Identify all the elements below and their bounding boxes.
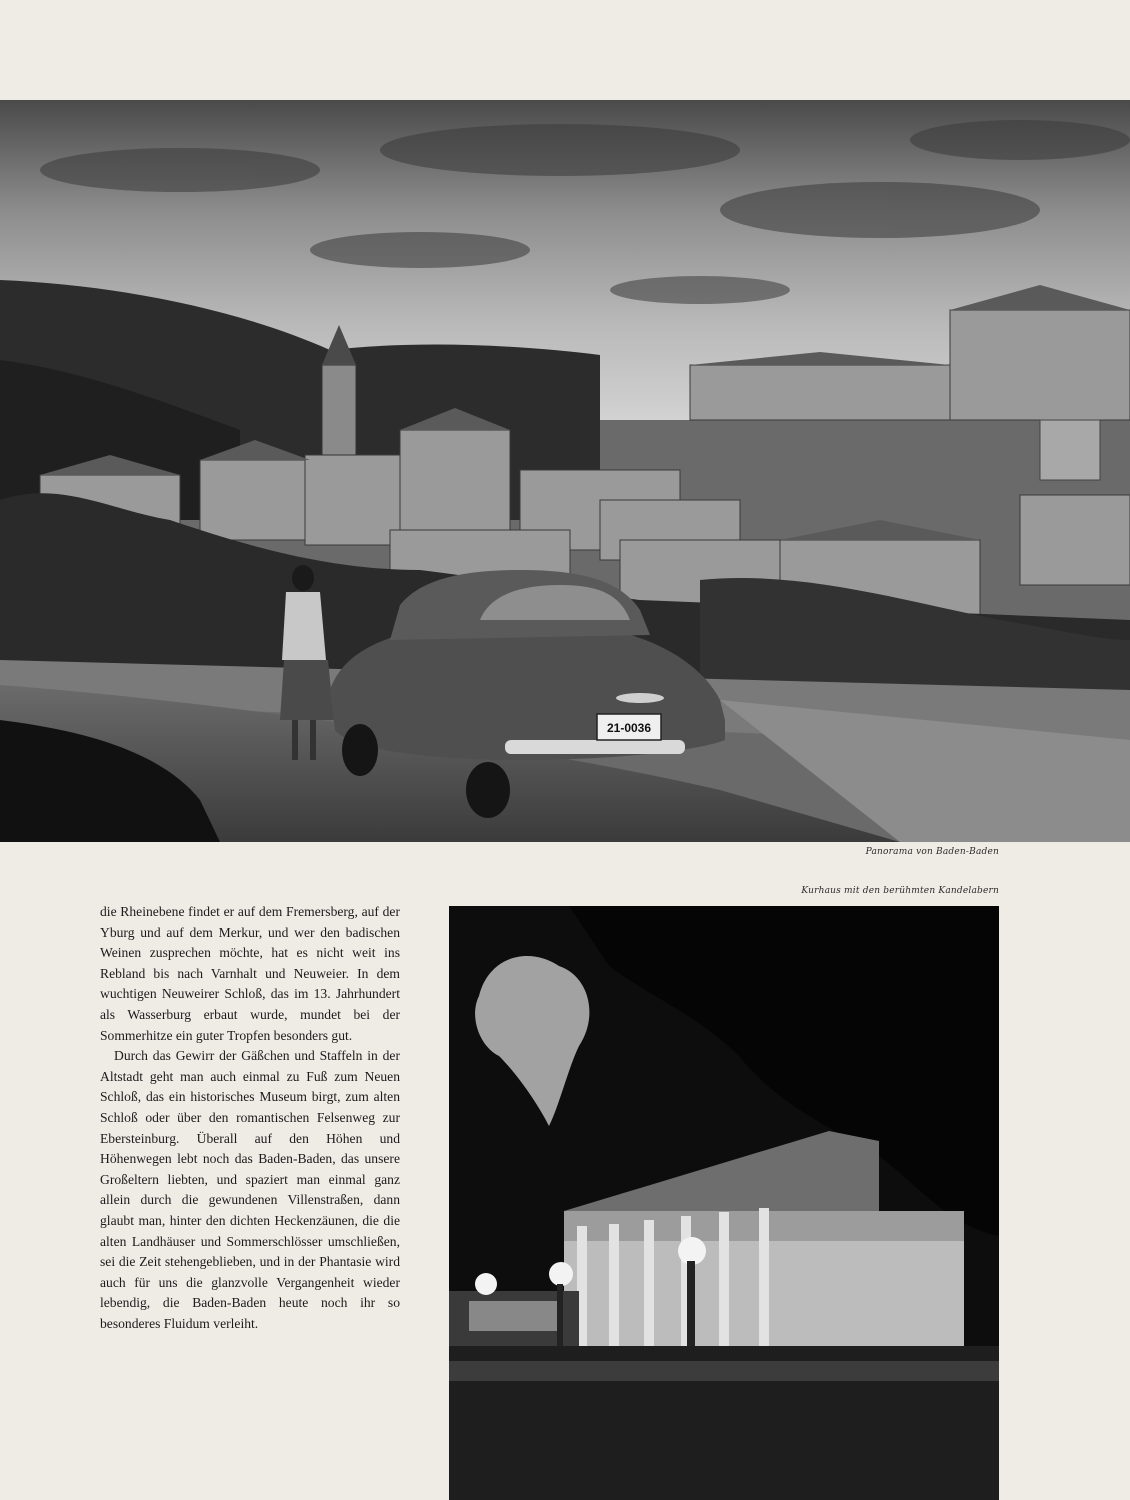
panorama-photo <box>0 100 1130 842</box>
panorama-illustration <box>0 100 1130 842</box>
kurhaus-photo <box>449 906 999 1500</box>
panorama-caption: Panorama von Baden-Baden <box>865 847 999 857</box>
kurhaus-caption: Kurhaus mit den berühmten Kandelabern <box>801 886 999 896</box>
license-plate-text: 21-0036 <box>606 721 652 735</box>
kurhaus-illustration <box>449 906 999 1500</box>
article-text <box>100 902 400 1334</box>
article-paragraph: die Rheinebene findet er auf dem Fremersberg, auf der Yburg und auf dem Merkur, und wer den badischen Weinen zusprechen möchte, hat es nicht weit ins Rebland bis nach Varnhalt und Neuweier. In dem wuchtigen Neuweirer Schloß, das im 13. Jahrhundert als Wasserburg erbaut wurde, mundet bei der Sommerhitze ein guter Tropfen besonders gut. <box>100 904 400 1043</box>
article-paragraph: Durch das Gewirr der Gäßchen und Staffeln in der Altstadt geht man auch einmal zu Fuß zum Neuen Schloß, das ein historisches Museum birgt, zum alten Schloß oder über den romantischen Felsenweg zur Ebersteinburg. Überall auf den Höhen und Höhenwegen lebt noch das Baden-Baden, das unsere Großeltern liebten, und spaziert man einmal ganz allein durch die gewundenen Villenstraßen, dann glaubt man, hinter den dichten Heckenzäunen, die die alten Landhäuser und Sommerschlösser umschließen, sei die Zeit stehengeblieben, und in der Phantasie wird auch für uns die glanzvolle Vergangenheit wieder lebendig, die Baden-Baden heute noch ihr so besonderes Fluidum verleiht. <box>100 1048 400 1331</box>
